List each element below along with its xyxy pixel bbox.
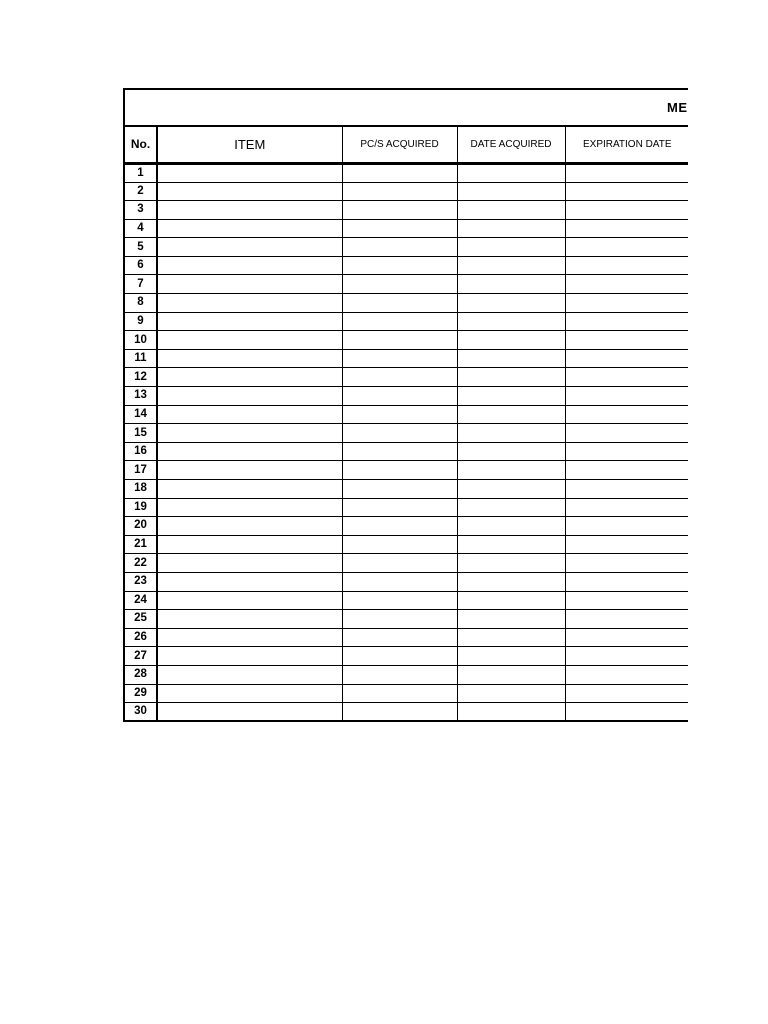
expiration-date-cell[interactable] — [565, 163, 688, 182]
item-cell[interactable] — [157, 684, 342, 703]
date-acquired-cell[interactable] — [457, 684, 565, 703]
item-cell[interactable] — [157, 572, 342, 591]
row-number: 16 — [124, 442, 157, 461]
row-number: 10 — [124, 331, 157, 350]
pcs-acquired-cell[interactable] — [342, 275, 457, 294]
date-acquired-cell[interactable] — [457, 535, 565, 554]
item-cell[interactable] — [157, 665, 342, 684]
pcs-acquired-cell[interactable] — [342, 331, 457, 350]
table-row — [124, 424, 688, 443]
row-number: 9 — [124, 312, 157, 331]
row-number: 14 — [124, 405, 157, 424]
pcs-acquired-cell[interactable] — [342, 182, 457, 201]
item-cell[interactable] — [157, 368, 342, 387]
table-row — [124, 461, 688, 480]
date-acquired-cell[interactable] — [457, 275, 565, 294]
pcs-acquired-cell[interactable] — [342, 610, 457, 629]
item-cell[interactable] — [157, 610, 342, 629]
sheet-title: ME — [667, 100, 688, 115]
item-cell[interactable] — [157, 163, 342, 182]
row-number: 26 — [124, 628, 157, 647]
expiration-date-cell[interactable] — [565, 703, 688, 722]
date-acquired-cell[interactable] — [457, 647, 565, 666]
item-cell[interactable] — [157, 498, 342, 517]
row-number: 2 — [124, 182, 157, 201]
pcs-acquired-cell[interactable] — [342, 480, 457, 499]
row-number: 28 — [124, 665, 157, 684]
row-number: 13 — [124, 387, 157, 406]
item-cell[interactable] — [157, 405, 342, 424]
row-number: 23 — [124, 572, 157, 591]
item-cell[interactable] — [157, 628, 342, 647]
pcs-acquired-cell[interactable] — [342, 312, 457, 331]
date-acquired-cell[interactable] — [457, 480, 565, 499]
item-cell[interactable] — [157, 442, 342, 461]
row-number: 27 — [124, 647, 157, 666]
date-acquired-cell[interactable] — [457, 312, 565, 331]
expiration-date-cell[interactable] — [565, 554, 688, 573]
table-row — [124, 610, 688, 629]
expiration-date-cell[interactable] — [565, 628, 688, 647]
table-body — [124, 163, 688, 721]
table-row — [124, 201, 688, 220]
item-cell[interactable] — [157, 201, 342, 220]
item-cell[interactable] — [157, 275, 342, 294]
table-row — [124, 442, 688, 461]
date-acquired-cell[interactable] — [457, 517, 565, 536]
item-cell[interactable] — [157, 703, 342, 722]
table-row — [124, 219, 688, 238]
expiration-date-cell[interactable] — [565, 424, 688, 443]
row-number: 25 — [124, 610, 157, 629]
row-number: 29 — [124, 684, 157, 703]
row-number: 7 — [124, 275, 157, 294]
expiration-date-cell[interactable] — [565, 256, 688, 275]
row-number: 30 — [124, 703, 157, 722]
expiration-date-cell[interactable] — [565, 442, 688, 461]
item-cell[interactable] — [157, 424, 342, 443]
table-row — [124, 331, 688, 350]
date-acquired-cell[interactable] — [457, 554, 565, 573]
table-row — [124, 256, 688, 275]
date-acquired-cell[interactable] — [457, 182, 565, 201]
item-cell[interactable] — [157, 349, 342, 368]
date-acquired-cell[interactable] — [457, 331, 565, 350]
row-number: 15 — [124, 424, 157, 443]
expiration-date-cell[interactable] — [565, 647, 688, 666]
title-row — [123, 88, 688, 125]
item-cell[interactable] — [157, 182, 342, 201]
header-pcs-acquired: PC/S ACQUIRED — [342, 126, 457, 163]
pcs-acquired-cell[interactable] — [342, 572, 457, 591]
row-number: 19 — [124, 498, 157, 517]
row-number: 11 — [124, 349, 157, 368]
row-number: 12 — [124, 368, 157, 387]
expiration-date-cell[interactable] — [565, 294, 688, 313]
date-acquired-cell[interactable] — [457, 665, 565, 684]
table-row — [124, 312, 688, 331]
header-row — [124, 126, 688, 163]
table-row — [124, 349, 688, 368]
row-number: 20 — [124, 517, 157, 536]
expiration-date-cell[interactable] — [565, 610, 688, 629]
expiration-date-cell[interactable] — [565, 591, 688, 610]
item-cell[interactable] — [157, 387, 342, 406]
date-acquired-cell[interactable] — [457, 368, 565, 387]
date-acquired-cell[interactable] — [457, 442, 565, 461]
expiration-date-cell[interactable] — [565, 461, 688, 480]
item-cell[interactable] — [157, 554, 342, 573]
pcs-acquired-cell[interactable] — [342, 201, 457, 220]
expiration-date-cell[interactable] — [565, 201, 688, 220]
item-cell[interactable] — [157, 535, 342, 554]
row-number: 6 — [124, 256, 157, 275]
expiration-date-cell[interactable] — [565, 572, 688, 591]
expiration-date-cell[interactable] — [565, 517, 688, 536]
table-row — [124, 405, 688, 424]
row-number: 21 — [124, 535, 157, 554]
expiration-date-cell[interactable] — [565, 238, 688, 257]
table-row — [124, 294, 688, 313]
item-cell[interactable] — [157, 256, 342, 275]
pcs-acquired-cell[interactable] — [342, 405, 457, 424]
expiration-date-cell[interactable] — [565, 387, 688, 406]
pcs-acquired-cell[interactable] — [342, 517, 457, 536]
pcs-acquired-cell[interactable] — [342, 424, 457, 443]
table-row — [124, 480, 688, 499]
date-acquired-cell[interactable] — [457, 405, 565, 424]
date-acquired-cell[interactable] — [457, 424, 565, 443]
expiration-date-cell[interactable] — [565, 219, 688, 238]
expiration-date-cell[interactable] — [565, 498, 688, 517]
item-cell[interactable] — [157, 647, 342, 666]
item-cell[interactable] — [157, 517, 342, 536]
header-item: ITEM — [157, 126, 342, 163]
date-acquired-cell[interactable] — [457, 572, 565, 591]
pcs-acquired-cell[interactable] — [342, 219, 457, 238]
row-number: 4 — [124, 219, 157, 238]
table-row — [124, 628, 688, 647]
item-cell[interactable] — [157, 591, 342, 610]
expiration-date-cell[interactable] — [565, 405, 688, 424]
row-number: 22 — [124, 554, 157, 573]
table-row — [124, 591, 688, 610]
row-number: 18 — [124, 480, 157, 499]
expiration-date-cell[interactable] — [565, 349, 688, 368]
expiration-date-cell[interactable] — [565, 182, 688, 201]
row-number: 1 — [124, 163, 157, 182]
pcs-acquired-cell[interactable] — [342, 554, 457, 573]
header-date-acquired: DATE ACQUIRED — [457, 126, 565, 163]
pcs-acquired-cell[interactable] — [342, 238, 457, 257]
table-row — [124, 684, 688, 703]
pcs-acquired-cell[interactable] — [342, 647, 457, 666]
table-row — [124, 572, 688, 591]
date-acquired-cell[interactable] — [457, 163, 565, 182]
item-cell[interactable] — [157, 331, 342, 350]
pcs-acquired-cell[interactable] — [342, 461, 457, 480]
table-row — [124, 238, 688, 257]
table-row — [124, 368, 688, 387]
pcs-acquired-cell[interactable] — [342, 703, 457, 722]
table-row — [124, 182, 688, 201]
expiration-date-cell[interactable] — [565, 665, 688, 684]
table-row — [124, 498, 688, 517]
pcs-acquired-cell[interactable] — [342, 665, 457, 684]
row-number: 3 — [124, 201, 157, 220]
item-cell[interactable] — [157, 312, 342, 331]
table-row — [124, 665, 688, 684]
pcs-acquired-cell[interactable] — [342, 628, 457, 647]
item-cell[interactable] — [157, 238, 342, 257]
date-acquired-cell[interactable] — [457, 610, 565, 629]
inventory-table — [123, 125, 688, 722]
table-row — [124, 275, 688, 294]
date-acquired-cell[interactable] — [457, 201, 565, 220]
date-acquired-cell[interactable] — [457, 349, 565, 368]
pcs-acquired-cell[interactable] — [342, 535, 457, 554]
date-acquired-cell[interactable] — [457, 387, 565, 406]
row-number: 8 — [124, 294, 157, 313]
expiration-date-cell[interactable] — [565, 684, 688, 703]
date-acquired-cell[interactable] — [457, 591, 565, 610]
table-row — [124, 647, 688, 666]
date-acquired-cell[interactable] — [457, 219, 565, 238]
pcs-acquired-cell[interactable] — [342, 349, 457, 368]
expiration-date-cell[interactable] — [565, 331, 688, 350]
header-no: No. — [124, 126, 157, 163]
date-acquired-cell[interactable] — [457, 238, 565, 257]
item-cell[interactable] — [157, 480, 342, 499]
item-cell[interactable] — [157, 294, 342, 313]
expiration-date-cell[interactable] — [565, 275, 688, 294]
date-acquired-cell[interactable] — [457, 628, 565, 647]
header-expiration-date: EXPIRATION DATE — [565, 126, 688, 163]
item-cell[interactable] — [157, 461, 342, 480]
table-row — [124, 387, 688, 406]
pcs-acquired-cell[interactable] — [342, 368, 457, 387]
date-acquired-cell[interactable] — [457, 703, 565, 722]
expiration-date-cell[interactable] — [565, 480, 688, 499]
pcs-acquired-cell[interactable] — [342, 294, 457, 313]
table-row — [124, 163, 688, 182]
table-row — [124, 535, 688, 554]
pcs-acquired-cell[interactable] — [342, 684, 457, 703]
expiration-date-cell[interactable] — [565, 535, 688, 554]
pcs-acquired-cell[interactable] — [342, 591, 457, 610]
table-row — [124, 517, 688, 536]
date-acquired-cell[interactable] — [457, 256, 565, 275]
pcs-acquired-cell[interactable] — [342, 163, 457, 182]
pcs-acquired-cell[interactable] — [342, 498, 457, 517]
row-number: 5 — [124, 238, 157, 257]
table-row — [124, 554, 688, 573]
pcs-acquired-cell[interactable] — [342, 256, 457, 275]
expiration-date-cell[interactable] — [565, 368, 688, 387]
pcs-acquired-cell[interactable] — [342, 387, 457, 406]
inventory-sheet — [123, 88, 688, 726]
expiration-date-cell[interactable] — [565, 312, 688, 331]
pcs-acquired-cell[interactable] — [342, 442, 457, 461]
date-acquired-cell[interactable] — [457, 498, 565, 517]
date-acquired-cell[interactable] — [457, 461, 565, 480]
date-acquired-cell[interactable] — [457, 294, 565, 313]
item-cell[interactable] — [157, 219, 342, 238]
table-row — [124, 703, 688, 722]
row-number: 24 — [124, 591, 157, 610]
row-number: 17 — [124, 461, 157, 480]
